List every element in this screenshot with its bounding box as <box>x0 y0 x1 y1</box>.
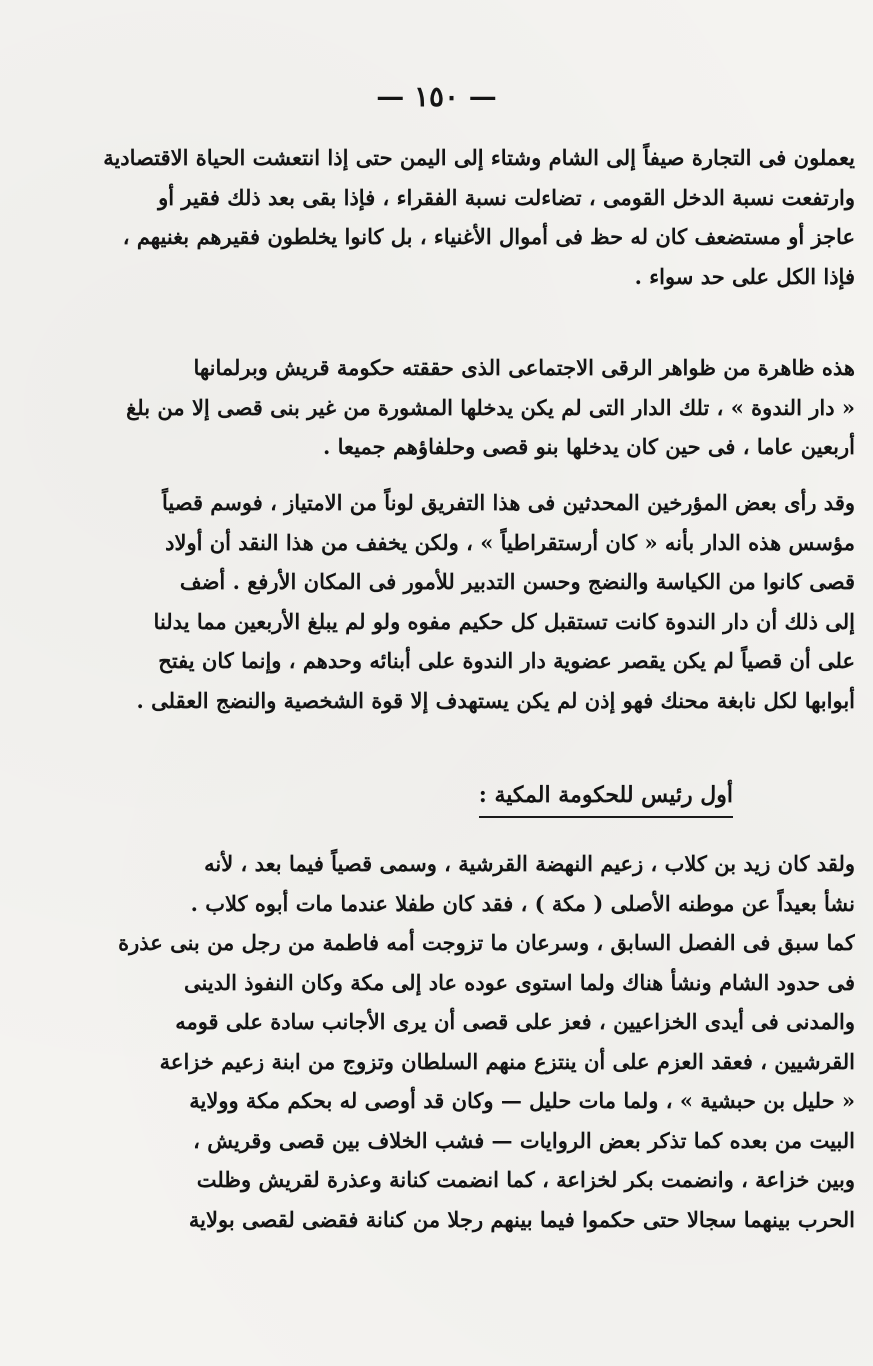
text-line: أربعين عاما ، فى حين كان يدخلها بنو قصى وحلفاؤهم جميعا . <box>323 434 855 459</box>
text-line: ولقد كان زيد بن كلاب ، زعيم النهضة القرشية ، وسمى قصياً فيما بعد ، لأنه <box>204 851 855 876</box>
text-line: « دار الندوة » ، تلك الدار التى لم يكن يدخلها المشورة من غير بنى قصى إلا من بلغ <box>126 394 855 420</box>
text-line: والمدنى فى أيدى الخزاعيين ، فعز على قصى أن يرى الأجانب سادة على قومه <box>175 1009 855 1034</box>
page-number: — ١٥٠ — <box>376 80 497 113</box>
paragraph-2 <box>18 348 855 467</box>
text-line: قصى كانوا من الكياسة والنضج وحسن التدبير للأمور فى المكان الأرفع . أضف <box>179 569 855 594</box>
paragraph-4 <box>18 844 855 1239</box>
text-line: « حليل بن حبشية » ، ولما مات حليل — وكان قد أوصى له بحكم مكة وولاية <box>189 1088 855 1113</box>
text-line: وارتفعت نسبة الدخل القومى ، تضاءلت نسبة الفقراء ، فإذا بقى بعد ذلك فقير أو <box>158 184 855 210</box>
text-line: هذه ظاهرة من ظواهر الرقى الاجتماعى الذى حققته حكومة قريش وبرلمانها <box>193 355 855 380</box>
text-line: أبوابها لكل نابغة محنك فهو إذن لم يكن يستهدف إلا قوة الشخصية والنضج العقلى . <box>136 687 855 713</box>
text-line: الحرب بينهما سجالا حتى حكموا فيما بينهم رجلا من كنانة فقضى لقصى بولاية <box>188 1206 855 1232</box>
text-line: مؤسس هذه الدار بأنه « كان أرستقراطياً » ، ولكن يخفف من هذا النقد أن أولاد <box>165 529 855 555</box>
text-line: على أن قصياً لم يكن يقصر عضوية دار الندوة على أبنائه وحدهم ، وإنما كان يفتح <box>158 648 855 673</box>
text-line: يعملون فى التجارة صيفاً إلى الشام وشتاء إلى اليمن حتى إذا انتعشت الحياة الاقتصادية <box>103 145 855 170</box>
text-line: عاجز أو مستضعف كان له حظ فى أموال الأغنياء ، بل كانوا يخلطون فقيرهم بغنيهم ، <box>122 224 855 249</box>
text-line: كما سبق فى الفصل السابق ، وسرعان ما تزوجت أمه فاطمة من رجل من بنى عذرة <box>118 930 855 955</box>
paragraph-1 <box>18 138 855 296</box>
text-line: نشأ بعيداً عن موطنه الأصلى ( مكة ) ، فقد كان طفلا عندما مات أبوه كلاب . <box>190 890 855 916</box>
text-line: إلى ذلك أن دار الندوة كانت تستقبل كل حكيم مفوه ولو لم يبلغ الأربعين مما يدلنا <box>153 608 855 634</box>
paragraph-3 <box>18 483 855 720</box>
text-line: وبين خزاعة ، وانضمت بكر لخزاعة ، كما انضمت كنانة وعذرة لقريش وظلت <box>196 1167 855 1192</box>
text-line: القرشيين ، فعقد العزم على أن ينتزع منهم السلطان وتزوج من ابنة زعيم خزاعة <box>159 1048 855 1074</box>
text-line: فإذا الكل على حد سواء . <box>634 263 855 289</box>
text-line: البيت من بعده كما تذكر بعض الروايات — فشب الخلاف بين قصى وقريش ، <box>193 1127 855 1153</box>
text-line: وقد رأى بعض المؤرخين المحدثين فى هذا التفريق لوناً من الامتياز ، فوسم قصياً <box>162 490 855 515</box>
text-line: فى حدود الشام ونشأ هناك ولما استوى عوده عاد إلى مكة وكان النفوذ الدينى <box>184 969 855 995</box>
section-heading: أول رئيس للحكومة المكية : <box>479 782 733 818</box>
